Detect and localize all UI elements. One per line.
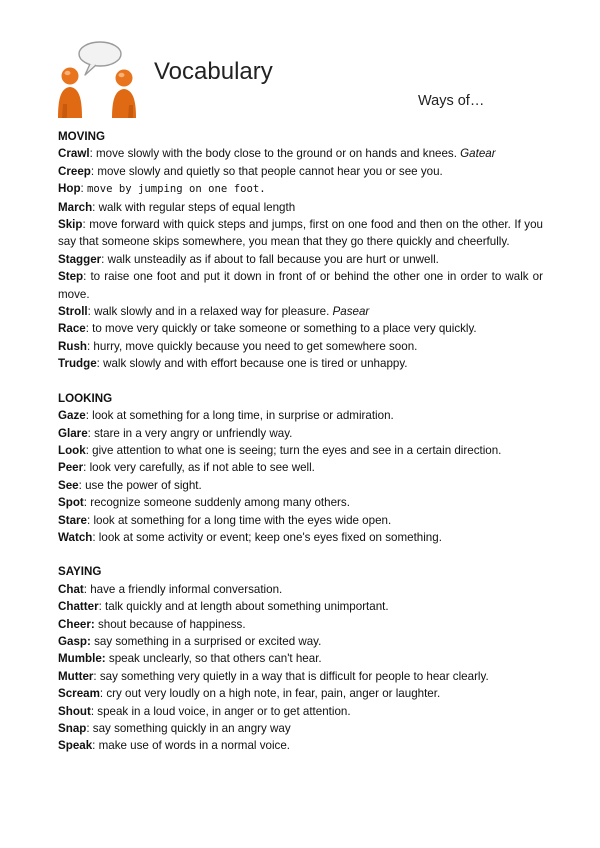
- vocab-definition: : say something very quietly in a way that is difficult for people to hear clearly.: [93, 669, 489, 683]
- vocab-definition: : give attention to what one is seeing; turn the eyes and see in a certain direction.: [85, 443, 502, 457]
- vocab-term: Step: [58, 270, 84, 284]
- section-looking: [58, 390, 543, 547]
- vocab-entry: [58, 650, 543, 667]
- vocab-definition: :: [80, 182, 87, 196]
- vocab-entry: [58, 338, 543, 355]
- vocab-term: Chatter: [58, 600, 99, 614]
- vocab-definition: : cry out very loudly on a high note, in fear, pain, anger or laughter.: [99, 687, 441, 701]
- speech-bubble-people-logo: [52, 38, 144, 118]
- vocab-entry: [58, 477, 543, 494]
- vocab-term: Mumble:: [58, 652, 106, 666]
- section-moving: [58, 128, 543, 373]
- vocab-term: Watch: [58, 530, 93, 544]
- vocab-entry: [58, 251, 543, 268]
- vocab-entry: [58, 355, 543, 372]
- vocab-definition: : have a friendly informal conversation.: [83, 582, 283, 596]
- section-heading: LOOKING: [58, 391, 113, 405]
- vocab-term: Spot: [58, 496, 84, 510]
- vocab-definition: shout because of happiness.: [94, 617, 246, 631]
- vocab-definition: : look very carefully, as if not able to see well.: [83, 461, 315, 475]
- vocab-definition: : walk unsteadily as if about to fall because you are hurt or unwell.: [101, 252, 439, 266]
- vocab-entry: [58, 685, 543, 702]
- vocab-definition: : look at something for a long time with the eyes wide open.: [87, 513, 392, 527]
- vocab-entry: [58, 320, 543, 337]
- vocab-definition: : stare in a very angry or unfriendly way.: [87, 426, 293, 440]
- vocab-entry: [58, 459, 543, 476]
- vocab-term: Glare: [58, 426, 88, 440]
- vocab-term: Chat: [58, 582, 84, 596]
- vocab-term: Look: [58, 443, 86, 457]
- vocab-entry: [58, 442, 543, 459]
- vocab-term: Hop: [58, 182, 81, 196]
- vocab-definition: : speak in a loud voice, in anger or to get attention.: [90, 704, 351, 718]
- vocab-term: Speak: [58, 739, 93, 753]
- vocab-term: Stroll: [58, 305, 88, 319]
- vocab-definition: speak unclearly, so that others can't hear.: [105, 652, 322, 666]
- vocab-entry: [58, 180, 543, 198]
- vocab-term: Crawl: [58, 147, 90, 161]
- vocab-term: Peer: [58, 461, 84, 475]
- vocab-definition: : walk slowly and in a relaxed way for pleasure.: [87, 305, 333, 319]
- vocab-entry: [58, 598, 543, 615]
- vocab-definition: : look at some activity or event; keep one's eyes fixed on something.: [92, 530, 442, 544]
- vocab-definition: : move slowly with the body close to the ground or on hands and knees.: [89, 147, 461, 161]
- vocab-definition: : to move very quickly or take someone or something to a place very quickly.: [85, 322, 477, 336]
- vocab-definition: say something in a surprised or excited way.: [90, 634, 322, 648]
- vocab-entry: [58, 425, 543, 442]
- section-saying: [58, 563, 543, 754]
- vocab-definition: : walk with regular steps of equal length: [92, 200, 296, 214]
- vocab-term: See: [58, 478, 79, 492]
- vocab-term: Cheer:: [58, 617, 95, 631]
- vocab-entry: [58, 407, 543, 424]
- vocab-definition-mono: move by jumping on one foot.: [87, 183, 266, 196]
- vocab-definition: : make use of words in a normal voice.: [92, 739, 290, 753]
- vocab-entry: [58, 163, 543, 180]
- vocab-definition: : move forward with quick steps and jumps, first on one food and then on the other. If you say that someone skips somewhere, you mean that they go there quickly and cheerfully.: [58, 218, 543, 249]
- vocab-translation: Gatear: [460, 147, 496, 161]
- vocab-term: Snap: [58, 722, 87, 735]
- vocab-entry: [58, 720, 543, 737]
- vocab-term: Creep: [58, 164, 91, 178]
- vocab-entry: [58, 703, 543, 720]
- vocab-translation: Pasear: [332, 305, 370, 319]
- vocab-entry: [58, 199, 543, 216]
- vocab-definition: : talk quickly and at length about something unimportant.: [98, 600, 389, 614]
- vocab-definition: : walk slowly and with effort because one is tired or unhappy.: [96, 357, 408, 371]
- vocab-term: Mutter: [58, 669, 94, 683]
- vocab-definition: : use the power of sight.: [78, 478, 202, 492]
- vocab-term: March: [58, 200, 93, 214]
- page-subtitle: Ways of…: [418, 93, 485, 109]
- vocab-term: Race: [58, 322, 86, 336]
- vocab-definition: : look at something for a long time, in surprise or admiration.: [85, 409, 394, 423]
- vocab-entry: [58, 668, 543, 685]
- vocab-term: Gaze: [58, 409, 86, 423]
- vocab-term: Gasp:: [58, 634, 91, 648]
- section-heading: MOVING: [58, 130, 106, 143]
- vocab-term: Rush: [58, 339, 87, 353]
- vocab-term: Trudge: [58, 357, 97, 371]
- vocab-entry: [58, 303, 543, 320]
- page-title: Vocabulary: [154, 58, 273, 85]
- vocab-entry: [58, 529, 543, 546]
- vocabulary-content: [58, 128, 543, 755]
- vocab-term: Scream: [58, 687, 100, 701]
- vocab-definition: : recognize someone suddenly among many others.: [83, 496, 350, 510]
- vocab-entry: [58, 633, 543, 650]
- vocab-term: Shout: [58, 704, 91, 718]
- vocab-definition: : move slowly and quietly so that people cannot hear you or see you.: [90, 164, 443, 178]
- vocab-entry: [58, 268, 543, 303]
- vocab-definition: : hurry, move quickly because you need to get somewhere soon.: [86, 339, 418, 353]
- vocab-entry: [58, 737, 543, 754]
- vocab-entry: [58, 216, 543, 251]
- vocab-term: Stagger: [58, 252, 102, 266]
- vocab-term: Skip: [58, 218, 83, 232]
- vocab-definition: : say something quickly in an angry way: [86, 722, 291, 735]
- vocab-entry: [58, 512, 543, 529]
- section-heading: SAYING: [58, 565, 102, 579]
- vocab-entry: [58, 581, 543, 598]
- vocab-entry: [58, 494, 543, 511]
- vocab-definition: : to raise one foot and put it down in front of or behind the other one in order to walk or move.: [58, 270, 543, 301]
- vocab-entry: [58, 616, 543, 633]
- vocab-entry: [58, 145, 543, 162]
- vocab-term: Stare: [58, 513, 88, 527]
